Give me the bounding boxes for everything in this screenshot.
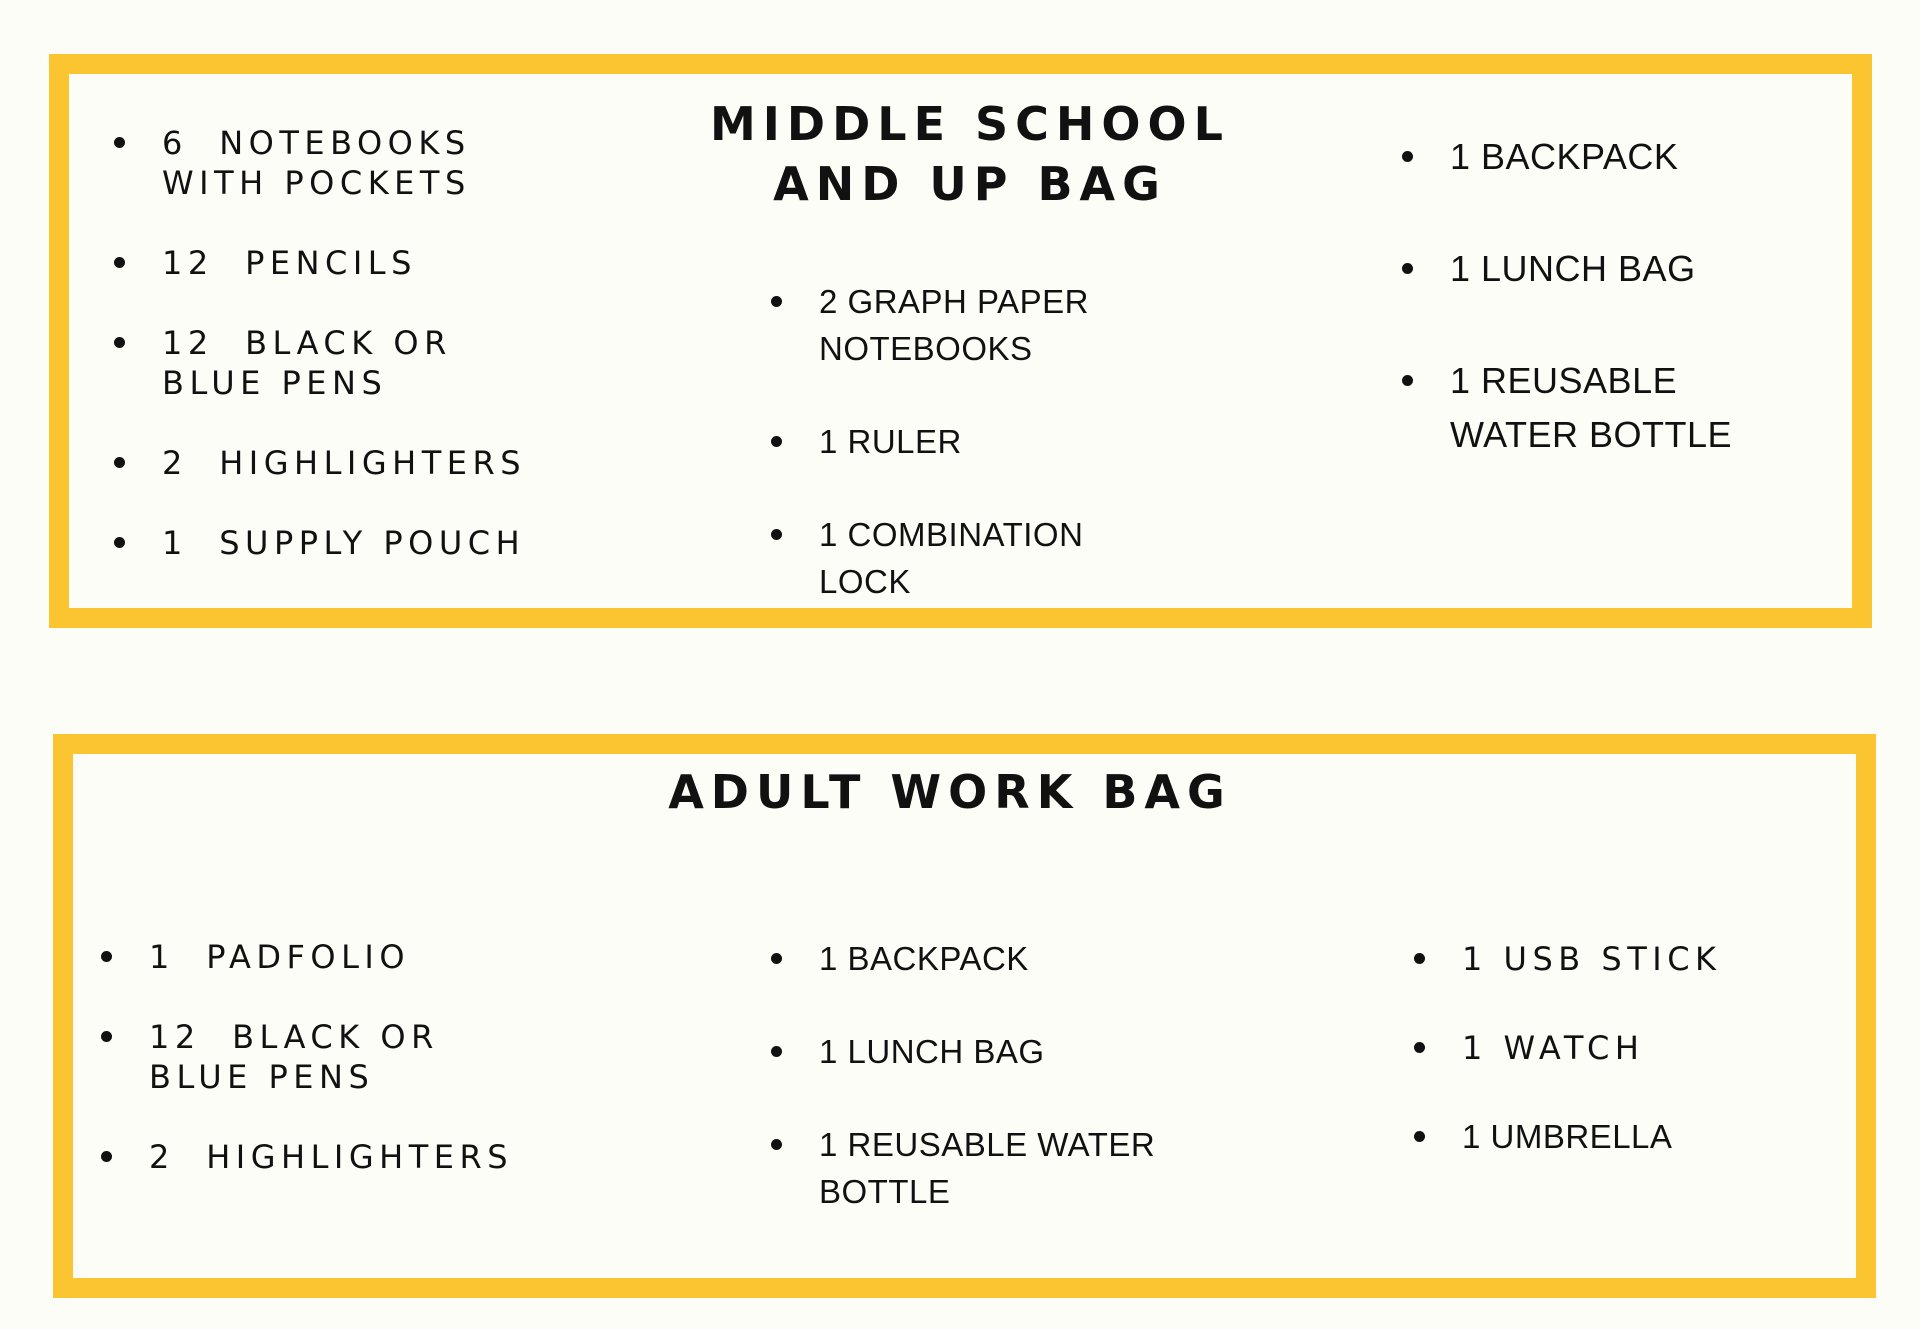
list-item: 12 BLACK OR BLUE PENS <box>114 323 614 403</box>
middle-school-list-2 <box>771 278 1171 651</box>
title-line-1: MIDDLE SCHOOL <box>710 97 1230 151</box>
list-item: 1 SUPPLY POUCH <box>114 523 614 563</box>
list-item: 1 RULER <box>771 418 1171 465</box>
list-item: 1 COMBINATION LOCK <box>771 511 1171 605</box>
adult-list-1 <box>101 937 601 1217</box>
list-item: 1 REUSABLE WATER BOTTLE <box>1402 354 1782 462</box>
list-item: 1 BACKPACK <box>771 935 1171 982</box>
list-item: 1 PADFOLIO <box>101 937 601 977</box>
list-item: 1 LUNCH BAG <box>771 1028 1171 1075</box>
adult-list-3 <box>1414 939 1814 1206</box>
list-item: 2 GRAPH PAPER NOTEBOOKS <box>771 278 1171 372</box>
list-item: 1 UMBRELLA <box>1414 1117 1814 1157</box>
list-item: 2 HIGHLIGHTERS <box>101 1137 601 1177</box>
list-item: 1 WATCH <box>1414 1028 1814 1068</box>
middle-school-bag-title <box>655 94 1285 214</box>
list-item: 12 BLACK OR BLUE PENS <box>101 1017 601 1097</box>
adult-list-2 <box>771 935 1171 1261</box>
middle-school-list-3 <box>1402 130 1782 520</box>
list-item: 12 PENCILS <box>114 243 614 283</box>
list-item: 1 LUNCH BAG <box>1402 242 1782 296</box>
list-item: 1 REUSABLE WATER BOTTLE <box>771 1121 1171 1215</box>
title-line-2: AND UP BAG <box>773 157 1167 211</box>
list-item: 1 USB STICK <box>1414 939 1814 979</box>
list-item: 2 HIGHLIGHTERS <box>114 443 614 483</box>
adult-work-bag-title: ADULT WORK BAG <box>668 765 1232 819</box>
list-item: 1 BACKPACK <box>1402 130 1782 184</box>
middle-school-list-1 <box>114 123 614 603</box>
list-item: 6 NOTEBOOKS WITH POCKETS <box>114 123 614 203</box>
